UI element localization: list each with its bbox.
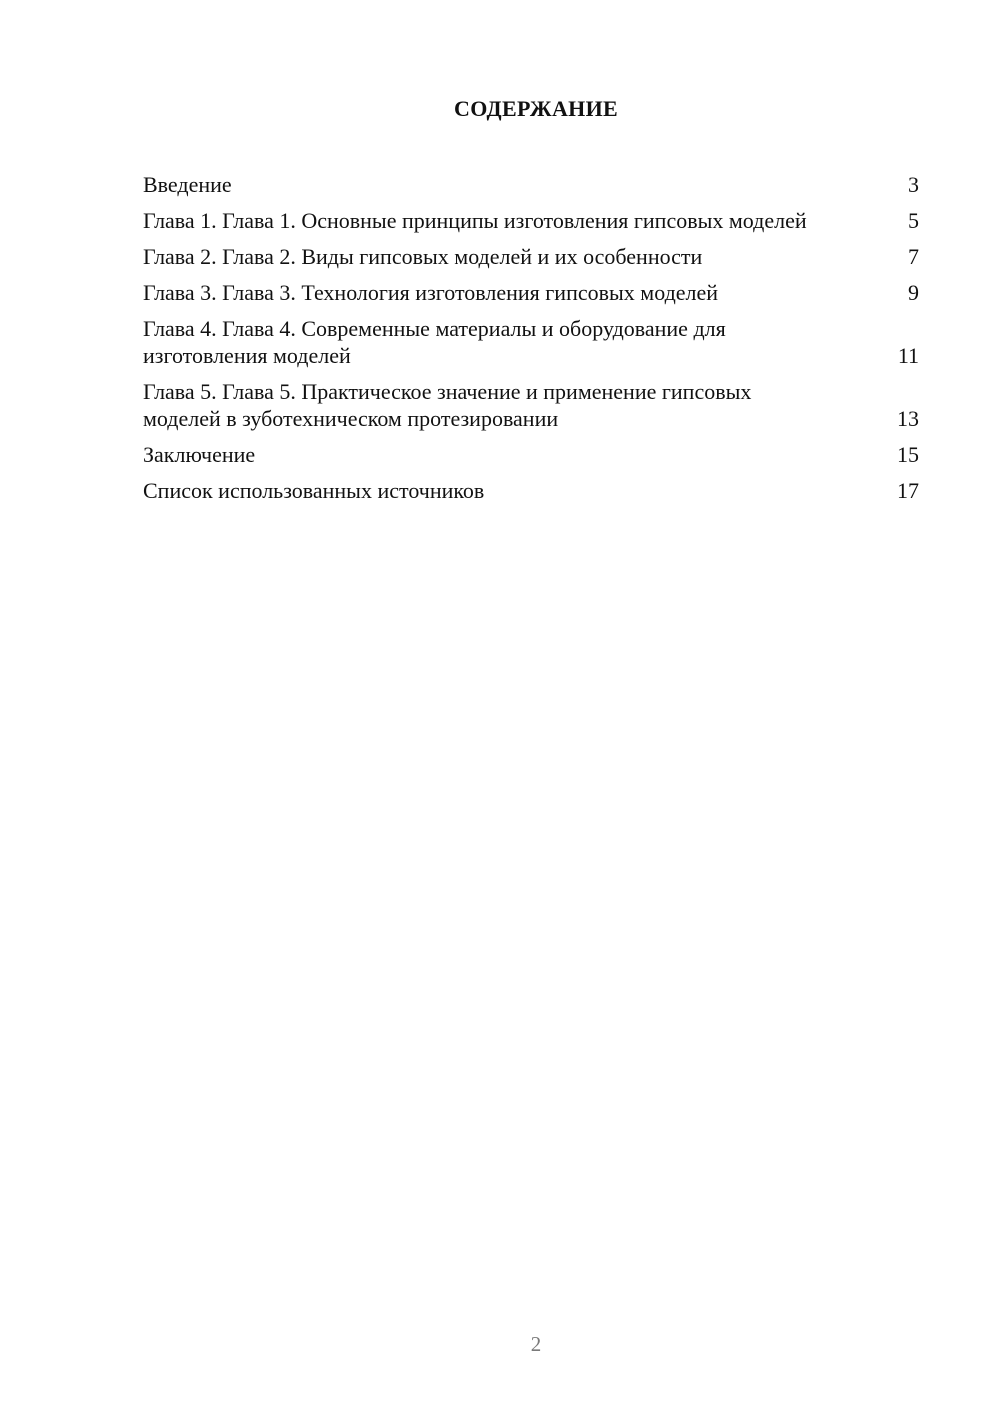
toc-entry-text: Глава 2. Глава 2. Виды гипсовых моделей и их особенности (143, 244, 703, 269)
toc-entry-text: Список использованных источников (143, 478, 485, 503)
toc-entry-text: Глава 1. Глава 1. Основные принципы изготовления гипсовых моделей (143, 208, 807, 233)
toc-entry-page: 3 (908, 172, 919, 197)
page-number: 2 (530, 1332, 542, 1356)
toc-entry-text: Глава 5. Глава 5. Практическое значение и применение гипсовых моделей в зуботехническом протезировании (143, 379, 752, 431)
toc-title: СОДЕРЖАНИЕ (454, 96, 618, 121)
toc-entry-chapter-3[interactable] (143, 279, 919, 306)
toc-entry-page: 15 (897, 442, 919, 467)
toc-entry-text: Введение (143, 172, 232, 197)
toc-entry-references[interactable] (143, 477, 919, 504)
toc-entry-chapter-2[interactable] (143, 243, 919, 270)
toc-entry-page: 9 (908, 280, 919, 305)
toc-entry-page: 17 (897, 478, 919, 503)
toc-entry-introduction[interactable] (143, 171, 919, 198)
toc-entry-chapter-5[interactable] (143, 378, 919, 432)
toc-entry-text: Заключение (143, 442, 256, 467)
toc-entry-chapter-1[interactable] (143, 207, 919, 234)
toc-entry-page: 13 (897, 406, 919, 431)
toc-entry-text: Глава 3. Глава 3. Технология изготовления гипсовых моделей (143, 280, 719, 305)
toc-entry-page: 7 (908, 244, 919, 269)
toc-entry-page: 5 (908, 208, 919, 233)
toc-entry-text: Глава 4. Глава 4. Современные материалы и оборудование для изготовления моделей (143, 316, 726, 368)
toc-entry-page: 11 (897, 343, 919, 368)
toc-entry-conclusion[interactable] (143, 441, 919, 468)
table-of-contents (143, 171, 919, 513)
toc-entry-chapter-4[interactable] (143, 315, 919, 369)
